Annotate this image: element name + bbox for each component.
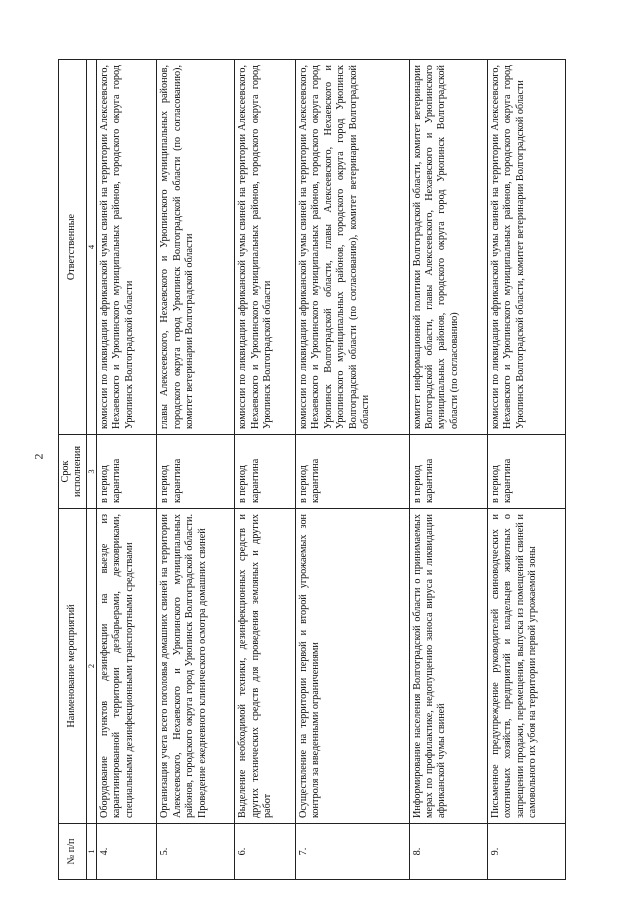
column-number: 2 xyxy=(86,509,96,824)
row-action: Осуществление на территории первой и второй угрожаемых зон контроля за введенными ограничениями xyxy=(295,509,409,824)
row-term: в период карантина xyxy=(409,435,487,509)
table-row xyxy=(487,60,565,880)
column-number-row xyxy=(86,60,96,880)
row-action: Письменное предупреждение руководителей свиноводческих и охотничьих хозяйств, предприятий и владельцев животных о запрещении продажи, перемещения, выпуска из помещений свиней и самовольного их убоя на территории первой угрожаемой зоны xyxy=(487,509,565,824)
row-number: 6. xyxy=(235,824,295,880)
row-number: 7. xyxy=(295,824,409,880)
row-responsible: комиссии по ликвидации африканской чумы свиней на территории Алексеевского, Нехаевского и Урюпинского муниципальных районов, городского округа город Урюпинск Волгоградской области xyxy=(96,60,156,435)
row-number: 8. xyxy=(409,824,487,880)
row-responsible: главы Алексеевского, Нехаевского и Урюпинского муниципальных районов, городского округа город Урюпинск Волгоградской области (по согласованию), комитет ветеринарии Волгоградской области xyxy=(157,60,235,435)
row-term: в период карантина xyxy=(157,435,235,509)
row-responsible: комиссии по ликвидации африканской чумы свиней на территории Алексеевского, Нехаевского и Урюпинского муниципальных районов, городского округа город Урюпинск Волгоградской области, комитет ветеринарии Волгоградской области xyxy=(487,60,565,435)
row-number: 9. xyxy=(487,824,565,880)
table-row xyxy=(295,60,409,880)
page-number: 2 xyxy=(31,453,46,460)
rotated-table-wrapper xyxy=(58,60,566,880)
row-action: Информирование населения Волгоградской области о принимаемых мерах по профилактике, недопущению заноса вируса и ликвидации африканской чумы свиней xyxy=(409,509,487,824)
header-number: № п/п xyxy=(59,824,87,880)
row-action: Оборудование пунктов дезинфекции на выезде из карантинированной территории дезбарьерами, дезковриками, специальными дезинфекционными транспортными средствами xyxy=(96,509,156,824)
row-term: в период карантина xyxy=(487,435,565,509)
row-term: в период карантина xyxy=(235,435,295,509)
column-number: 1 xyxy=(86,824,96,880)
row-term: в период карантина xyxy=(96,435,156,509)
column-number: 4 xyxy=(86,60,96,435)
row-responsible: комиссии по ликвидации африканской чумы свиней на территории Алексеевского, Нехаевского и Урюпинского муниципальных районов, городского округа город Урюпинск Волгоградской области, главы Алексеевского, Нехаевского и Урюпинского муниципальных районов, городского округа город Урюпинск Волгоградской области (по согласованию), комитет ветеринарии Волгоградской области xyxy=(295,60,409,435)
column-number: 3 xyxy=(86,435,96,509)
table-row xyxy=(409,60,487,880)
row-responsible: комиссии по ликвидации африканской чумы свиней на территории Алексеевского, Нехаевского и Урюпинского муниципальных районов, городского округа город Урюпинск Волгоградской области xyxy=(235,60,295,435)
table-header-row xyxy=(59,60,87,880)
table-row xyxy=(157,60,235,880)
header-action: Наименование мероприятий xyxy=(59,509,87,824)
row-term: в период карантина xyxy=(295,435,409,509)
row-responsible: комитет информационной политики Волгоградской области, комитет ветеринарии Волгоградской области, главы Алексеевского, Нехаевского и Урюпинского муниципальных районов, городского округа город Урюпинск Волгоградской области (по согласованию) xyxy=(409,60,487,435)
header-responsible: Ответственные xyxy=(59,60,87,435)
row-number: 4. xyxy=(96,824,156,880)
table-row xyxy=(235,60,295,880)
row-number: 5. xyxy=(157,824,235,880)
table-row xyxy=(96,60,156,880)
row-action: Организация учета всего поголовья домашних свиней на территории Алексеевского, Нехаевского и Урюпинского муниципальных районов, городского округа город Урюпинск Волгоградской области. Проведение ежедневного клинического осмотра домашних свиней xyxy=(157,509,235,824)
row-action: Выделение необходимой техники, дезинфекционных средств и других технических средств для проведения земляных и других работ xyxy=(235,509,295,824)
measures-table xyxy=(58,59,566,880)
header-term: Срок исполнения xyxy=(59,435,87,509)
